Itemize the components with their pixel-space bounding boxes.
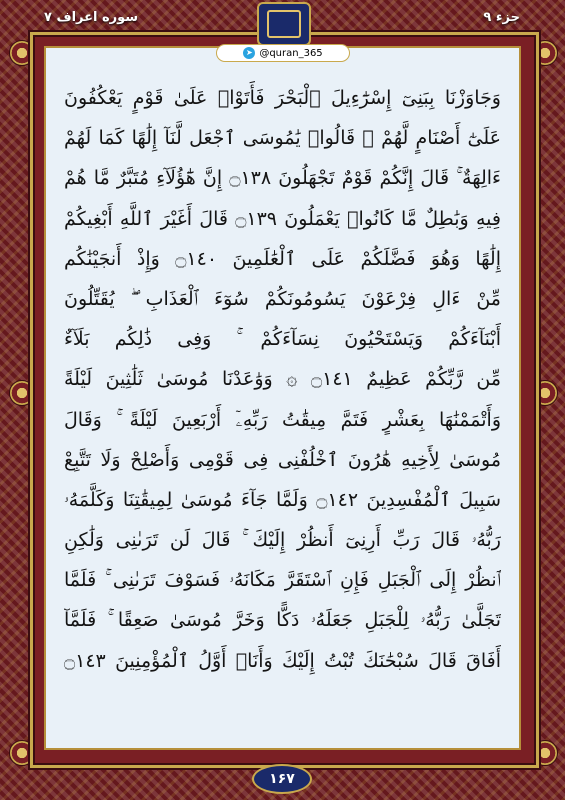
telegram-handle-badge[interactable]: [216, 44, 350, 62]
telegram-icon: ➤: [243, 47, 255, 59]
verse-line: وَأَتْمَمْنَٰهَا بِعَشْرٍ فَتَمَّ مِيقَٰتُ رَبِّهِۦٓ أَرْبَعِينَ لَيْلَةً ۚ وَقَالَ: [64, 408, 501, 431]
verse-line: فِيهِ وَبَٰطِلٌ مَّا كَانُوا۟ يَعْمَلُونَ ۝١٣٩ قَالَ أَغَيْرَ ٱللَّهِ أَبْغِيكُمْ: [64, 207, 501, 230]
verse-line: رَبُّهُۥ قَالَ رَبِّ أَرِنِىٓ أَنظُرْ إِلَيْكَ ۚ قَالَ لَن تَرَىٰنِى وَلَٰكِنِ: [64, 529, 501, 552]
verse-line: عَلَىٰٓ أَصْنَامٍ لَّهُمْ ۚ قَالُوا۟ يَٰمُوسَى ٱجْعَل لَّنَآ إِلَٰهًا كَمَا لَهُمْ: [64, 127, 501, 150]
verse-lines: [64, 78, 501, 681]
surah-label: سوره اعراف ۷: [44, 10, 139, 25]
handle-text: @quran_365: [259, 47, 323, 59]
verse-line: مِّنْ ءَالِ فِرْعَوْنَ يَسُومُونَكُمْ سُوٓءَ ٱلْعَذَابِ ۖ يُقَتِّلُونَ: [64, 287, 501, 310]
page-number-badge: [252, 764, 312, 794]
verse-line: ءَالِهَةٌ ۚ قَالَ إِنَّكُمْ قَوْمٌ تَجْهَلُونَ ۝١٣٨ إِنَّ هَٰٓؤُلَآءِ مُتَبَّرٌ مَّا هُمْ: [64, 167, 501, 190]
page-number: ۱۶۷: [269, 771, 295, 787]
verse-line: مُوسَىٰ لِأَخِيهِ هَٰرُونَ ٱخْلُفْنِى فِى قَوْمِى وَأَصْلِحْ وَلَا تَتَّبِعْ: [64, 448, 501, 471]
verse-line: أَفَاقَ قَالَ سُبْحَٰنَكَ تُبْتُ إِلَيْكَ وَأَنَا۠ أَوَّلُ ٱلْمُؤْمِنِينَ ۝١٤٣: [64, 649, 501, 672]
verse-line: ٱنظُرْ إِلَى ٱلْجَبَلِ فَإِنِ ٱسْتَقَرَّ مَكَانَهُۥ فَسَوْفَ تَرَىٰنِى ۚ فَلَمَّا: [64, 569, 501, 592]
verse-line: مِّن رَّبِّكُمْ عَظِيمٌ ۝١٤١ ۞ وَوَٰعَدْنَا مُوسَىٰ ثَلَٰثِينَ لَيْلَةً: [64, 368, 501, 391]
verse-line: أَبْنَآءَكُمْ وَيَسْتَحْيُونَ نِسَآءَكُمْ ۚ وَفِى ذَٰلِكُم بَلَآءٌ: [64, 328, 501, 351]
verse-line: إِلَٰهًا وَهُوَ فَضَّلَكُمْ عَلَى ٱلْعَٰلَمِينَ ۝١٤٠ وَإِذْ أَنجَيْنَٰكُم: [64, 247, 501, 270]
verse-line: تَجَلَّىٰ رَبُّهُۥ لِلْجَبَلِ جَعَلَهُۥ دَكًّا وَخَرَّ مُوسَىٰ صَعِقًا ۚ فَلَمَّآ: [64, 609, 501, 632]
surah-indicator: [44, 10, 234, 25]
juz-indicator: [330, 10, 520, 25]
verse-line: وَجَاوَزْنَا بِبَنِىٓ إِسْرَٰٓءِيلَ ٱلْبَحْرَ فَأَتَوْا۟ عَلَىٰ قَوْمٍ يَعْكُفُونَ: [64, 87, 501, 109]
logo-emblem: [267, 10, 301, 38]
quran-logo-icon: [257, 2, 311, 46]
juz-label: جزء ۹: [483, 10, 520, 25]
verse-line: سَبِيلَ ٱلْمُفْسِدِينَ ۝١٤٢ وَلَمَّا جَآءَ مُوسَىٰ لِمِيقَٰتِنَا وَكَلَّمَهُۥ: [64, 488, 501, 511]
